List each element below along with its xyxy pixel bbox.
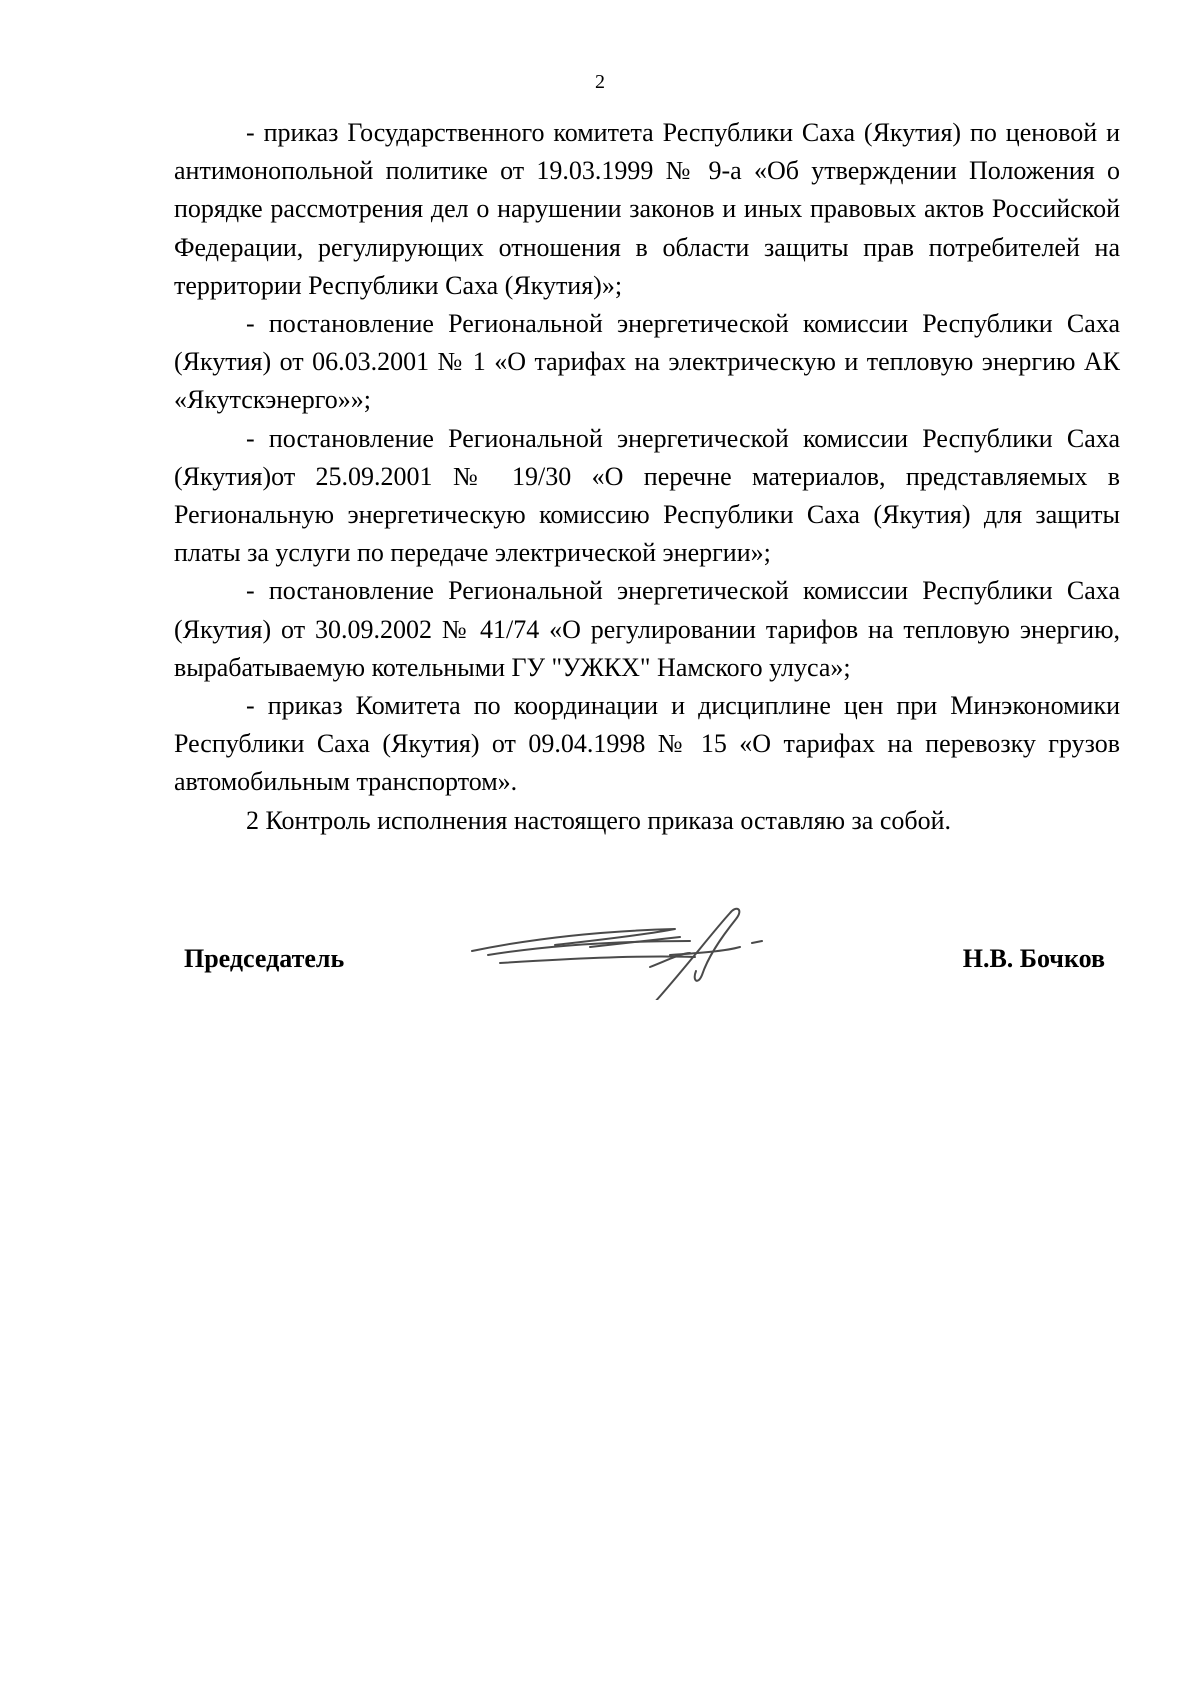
signatory-title: Председатель [184, 944, 345, 973]
list-item: - приказ Государственного комитета Республики Саха (Якутия) по ценовой и антимонопольной политике от 19.03.1999 № 9-а «Об утверждении Положения о порядке рассмотрения дел о нарушении законов и иных правовых актов Российской Федерации, регулирующих отношения в области защиты прав потребителей на территории Республики Саха (Якутия)»; [174, 118, 1120, 300]
document-body [174, 114, 1120, 840]
list-item: - постановление Региональной энергетической комиссии Республики Саха (Якутия)от 25.09.2001 № 19/30 «О перечне материалов, представляемых в Региональную энергетическую комиссию Республики Саха (Якутия) для защиты платы за услуги по передаче электрической энергии»; [174, 423, 1120, 568]
closing-clause: 2 Контроль исполнения настоящего приказа оставляю за собой. [246, 805, 952, 835]
signatory-name: Н.В. Бочков [962, 944, 1105, 973]
handwritten-signature-icon [470, 895, 790, 1000]
signature-block [0, 895, 1200, 995]
list-item: - постановление Региональной энергетической комиссии Республики Саха (Якутия) от 30.09.2002 № 41/74 «О регулировании тарифов на тепловую энергию, вырабатываемую котельными ГУ "УЖКХ" Намского улуса»; [174, 576, 1120, 682]
page-number: 2 [595, 71, 605, 93]
list-item: - постановление Региональной энергетической комиссии Республики Саха (Якутия) от 06.03.2001 № 1 «О тарифах на электрическую и тепловую энергию АК «Якутскэнерго»»; [174, 309, 1120, 415]
list-item: - приказ Комитета по координации и дисциплине цен при Минэкономики Республики Саха (Якутия) от 09.04.1998 № 15 «О тарифах на перевозку грузов автомобильным транспортом». [174, 691, 1120, 797]
